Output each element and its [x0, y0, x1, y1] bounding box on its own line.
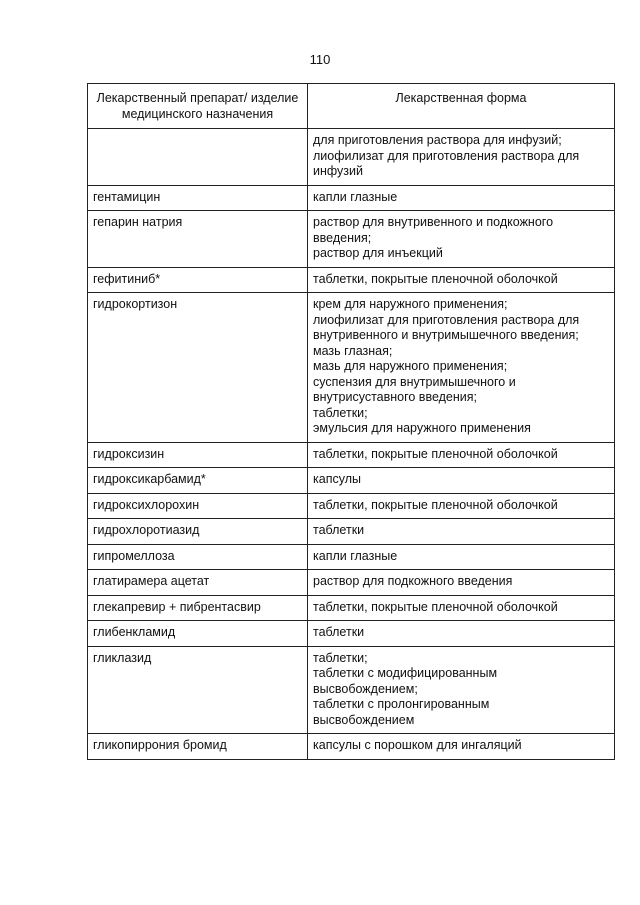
- form-cell: [308, 734, 615, 760]
- table-row: [88, 211, 615, 268]
- drug-cell: глибенкламид: [88, 621, 308, 647]
- form-line: раствор для внутривенного и подкожного: [313, 215, 554, 229]
- drug-cell: глекапревир + пибрентасвир: [88, 595, 308, 621]
- drug-cell: гликопиррония бромид: [88, 734, 308, 760]
- drug-cell: глатирамера ацетат: [88, 570, 308, 596]
- header-drug-line: назначения: [205, 106, 274, 121]
- table-row: [88, 734, 615, 760]
- form-line: таблетки, покрытые пленочной оболочкой: [313, 446, 558, 461]
- form-cell: [308, 519, 615, 545]
- table-header-row: [88, 84, 615, 129]
- drug-cell: гентамицин: [88, 185, 308, 211]
- form-line: таблетки с модифицированным: [313, 666, 498, 680]
- table-row: [88, 267, 615, 293]
- form-cell: [308, 267, 615, 293]
- drug-cell: гидрокортизон: [88, 293, 308, 443]
- table-row: [88, 544, 615, 570]
- drug-cell: гипромеллоза: [88, 544, 308, 570]
- header-drug-line: изделие медицинского: [121, 91, 299, 121]
- form-line: раствор для инъекций: [313, 246, 443, 260]
- form-line: раствор для подкожного введения: [313, 574, 513, 588]
- form-line: таблетки, покрытые пленочной оболочкой: [313, 271, 558, 286]
- form-cell: [308, 493, 615, 519]
- form-cell: [308, 595, 615, 621]
- form-cell: [308, 621, 615, 647]
- form-cell: [308, 211, 615, 268]
- drug-cell: гидрохлоротиазид: [88, 519, 308, 545]
- table-row: [88, 493, 615, 519]
- table-body: [88, 129, 615, 760]
- table-row: [88, 519, 615, 545]
- header-drug: [88, 84, 308, 129]
- form-line: таблетки: [313, 625, 365, 639]
- table-row: [88, 621, 615, 647]
- form-line: эмульсия для наружного применения: [313, 421, 531, 435]
- form-cell: [308, 544, 615, 570]
- form-line: введения;: [313, 230, 372, 245]
- form-line: лиофилизат для приготовления раствора для: [313, 312, 580, 327]
- form-cell: [308, 442, 615, 468]
- form-line: таблетки с пролонгированным: [313, 697, 490, 711]
- form-line: высвобождением;: [313, 681, 418, 696]
- form-line: лиофилизат для приготовления раствора для: [313, 148, 580, 163]
- form-line: мазь для наружного применения;: [313, 359, 508, 373]
- drug-cell: гидроксикарбамид*: [88, 468, 308, 494]
- form-line: внутривенного и внутримышечного введения;: [313, 328, 579, 342]
- form-line: инфузий: [313, 164, 363, 178]
- drug-cell: гефитиниб*: [88, 267, 308, 293]
- table-row: [88, 442, 615, 468]
- form-line: таблетки;: [313, 405, 368, 420]
- drug-cell: гидроксизин: [88, 442, 308, 468]
- form-line: таблетки: [313, 523, 365, 537]
- form-line: капли глазные: [313, 189, 398, 204]
- form-cell: [308, 570, 615, 596]
- drug-cell: гликлазид: [88, 646, 308, 734]
- form-line: капсулы с порошком для ингаляций: [313, 738, 522, 752]
- form-cell: [308, 185, 615, 211]
- form-line: капсулы: [313, 472, 361, 486]
- form-line: таблетки;: [313, 650, 368, 665]
- form-line: таблетки, покрытые пленочной оболочкой: [313, 599, 558, 614]
- form-cell: [308, 468, 615, 494]
- drug-cell: гепарин натрия: [88, 211, 308, 268]
- table-row: [88, 570, 615, 596]
- drug-table: [87, 83, 615, 760]
- form-line: суспензия для внутримышечного и: [313, 374, 516, 389]
- page-number: 110: [309, 52, 331, 67]
- header-form-line: Лекарственная форма: [395, 91, 527, 105]
- table-row: [88, 129, 615, 186]
- form-line: мазь глазная;: [313, 343, 393, 358]
- form-line: для приготовления раствора для инфузий;: [313, 133, 562, 147]
- form-cell: [308, 646, 615, 734]
- table-row: [88, 185, 615, 211]
- form-line: внутрисуставного введения;: [313, 390, 477, 404]
- table-row: [88, 646, 615, 734]
- form-line: таблетки, покрытые пленочной оболочкой: [313, 497, 558, 512]
- table-row: [88, 293, 615, 443]
- form-cell: [308, 293, 615, 443]
- table-row: [88, 595, 615, 621]
- table-row: [88, 468, 615, 494]
- form-line: крем для наружного применения;: [313, 297, 508, 311]
- drug-cell: гидроксихлорохин: [88, 493, 308, 519]
- form-line: капли глазные: [313, 548, 398, 563]
- header-drug-line: Лекарственный препарат/: [96, 91, 248, 105]
- form-line: высвобождением: [313, 712, 415, 727]
- drug-cell: [88, 129, 308, 186]
- header-form: [308, 84, 615, 129]
- form-cell: [308, 129, 615, 186]
